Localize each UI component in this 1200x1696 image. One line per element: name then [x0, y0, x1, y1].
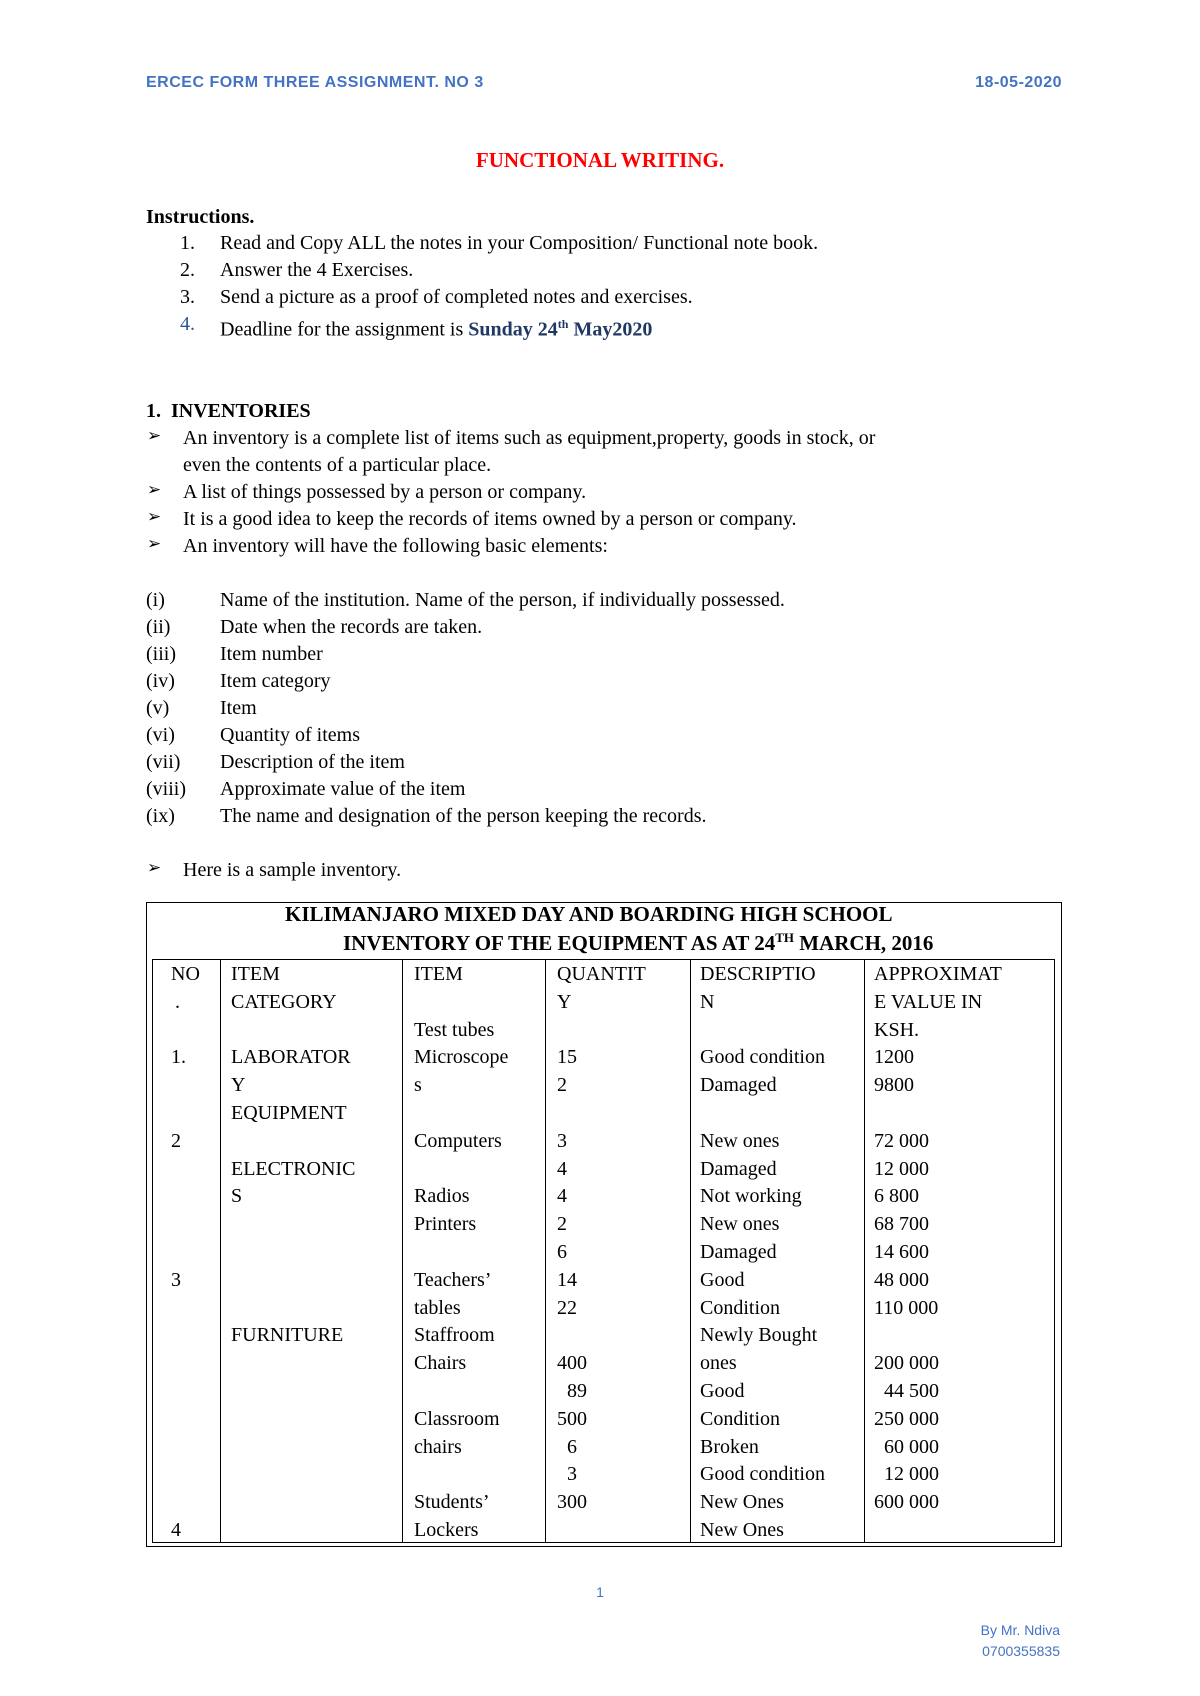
element-number: (viii) — [146, 778, 186, 800]
value-cell: 14 600 — [874, 1241, 929, 1263]
value-cell: 72 000 — [874, 1129, 929, 1152]
header-date: 18-05-2020 — [975, 74, 1062, 91]
column-header-item: ITEM — [414, 963, 463, 985]
arrow-bullet-icon: ➢ — [147, 507, 162, 527]
item-name-cell: Computers — [414, 1129, 502, 1152]
element-text: Item number — [220, 643, 323, 665]
section-heading — [146, 398, 311, 424]
element-number: (i) — [146, 589, 165, 611]
quantity-cell: 2 — [557, 1074, 567, 1097]
description-cell: Damaged — [700, 1157, 777, 1180]
column-header-description: N — [700, 991, 715, 1013]
value-cell: 1200 — [874, 1046, 914, 1069]
column-header-no: . — [175, 991, 180, 1013]
instruction-number: 3. — [180, 286, 195, 308]
bullet-text: An inventory is a complete list of items such as equipment,property, goods in stock, or — [183, 427, 876, 449]
description-cell: Good condition — [700, 1463, 825, 1486]
item-name-cell: Staffroom — [414, 1324, 495, 1347]
value-cell: 250 000 — [874, 1407, 939, 1430]
element-text: Quantity of items — [220, 724, 360, 746]
column-header-category: ITEM — [231, 963, 280, 985]
deadline-date: Sunday 24 — [468, 318, 558, 341]
quantity-cell: 400 — [557, 1352, 587, 1375]
column-header-value: KSH. — [874, 1019, 920, 1041]
quantity-cell: 4 — [557, 1185, 567, 1208]
element-text: Name of the institution. Name of the person, if individually possessed. — [220, 589, 785, 611]
quantity-cell: 6 — [567, 1435, 577, 1458]
item-number-cell: 3 — [171, 1268, 181, 1291]
column-header-quantity: QUANTIT — [557, 963, 646, 985]
instruction-text: Send a picture as a proof of completed notes and exercises. — [220, 286, 693, 308]
item-category-cell: ELECTRONIC — [231, 1157, 356, 1180]
header-assignment-title: ERCEC FORM THREE ASSIGNMENT. NO 3 — [146, 74, 484, 91]
value-cell: 9800 — [874, 1074, 914, 1097]
bullet-text: A list of things possessed by a person or company. — [183, 481, 587, 503]
description-cell: New Ones — [700, 1491, 784, 1514]
bullet-text: It is a good idea to keep the records of items owned by a person or company. — [183, 508, 797, 530]
inventory-subtitle-date: MARCH, 2016 — [794, 931, 934, 955]
page-number: 1 — [596, 1584, 604, 1600]
inventory-subtitle-text: INVENTORY OF THE EQUIPMENT AS AT 24 — [343, 931, 776, 955]
column-divider — [402, 959, 403, 1543]
value-cell: 60 000 — [884, 1435, 939, 1458]
deadline-prefix: Deadline for the assignment is — [220, 318, 469, 341]
item-name-cell: tables — [414, 1296, 461, 1319]
column-header-value: E VALUE IN — [874, 991, 983, 1013]
quantity-cell: 89 — [567, 1380, 587, 1402]
description-cell: Good condition — [700, 1046, 825, 1069]
item-name-cell: Students’ — [414, 1491, 490, 1514]
element-text: The name and designation of the person keeping the records. — [220, 805, 707, 827]
quantity-cell: 4 — [557, 1157, 567, 1180]
instruction-text: Answer the 4 Exercises. — [220, 259, 414, 281]
item-name-cell: Radios — [414, 1185, 470, 1208]
instructions-heading: Instructions. — [146, 206, 255, 228]
item-category-cell: LABORATOR — [231, 1046, 351, 1069]
inventory-subtitle-suffix: TH — [775, 930, 794, 945]
element-number: (vi) — [146, 724, 175, 746]
item-category-cell: S — [231, 1185, 243, 1208]
value-cell: 600 000 — [874, 1491, 939, 1514]
description-cell: Good — [700, 1380, 745, 1402]
element-text: Approximate value of the item — [220, 778, 466, 800]
description-cell: ones — [700, 1352, 737, 1375]
column-header-description: DESCRIPTIO — [700, 963, 816, 985]
description-cell: Broken — [700, 1435, 759, 1458]
page-title: FUNCTIONAL WRITING. — [475, 148, 725, 172]
section-number: 1. — [146, 400, 161, 422]
description-cell: New Ones — [700, 1519, 784, 1541]
quantity-cell: 500 — [557, 1407, 587, 1430]
quantity-cell: 14 — [557, 1268, 577, 1291]
instruction-number: 1. — [180, 232, 195, 254]
column-divider — [690, 959, 691, 1543]
deadline-date-suffix: th — [557, 317, 569, 331]
value-cell: 44 500 — [884, 1380, 939, 1402]
column-header-no: NO — [171, 963, 200, 985]
element-number: (vii) — [146, 751, 181, 773]
column-divider — [545, 959, 546, 1543]
description-cell: Condition — [700, 1407, 781, 1430]
description-cell: Condition — [700, 1296, 781, 1319]
arrow-bullet-icon: ➢ — [147, 480, 162, 500]
item-name-cell: Chairs — [414, 1352, 467, 1375]
inventory-school-name: KILIMANJARO MIXED DAY AND BOARDING HIGH SCHOOL — [285, 902, 893, 926]
value-cell: 12 000 — [884, 1463, 939, 1486]
quantity-cell: 3 — [567, 1463, 577, 1486]
value-cell: 48 000 — [874, 1268, 929, 1291]
element-text: Description of the item — [220, 751, 405, 773]
item-name-cell: chairs — [414, 1435, 462, 1458]
arrow-bullet-icon: ➢ — [147, 426, 162, 446]
item-name-cell: Test tubes — [414, 1018, 495, 1041]
arrow-bullet-icon: ➢ — [147, 534, 162, 554]
item-category-cell: FURNITURE — [231, 1324, 344, 1347]
element-number: (iii) — [146, 643, 176, 665]
instruction-number: 4. — [180, 313, 195, 335]
item-name-cell: s — [414, 1074, 422, 1097]
description-cell: Damaged — [700, 1241, 777, 1263]
quantity-cell: 3 — [557, 1129, 567, 1152]
quantity-cell: 15 — [557, 1046, 577, 1069]
sample-inventory-intro: Here is a sample inventory. — [183, 859, 402, 881]
description-cell: Damaged — [700, 1074, 777, 1097]
footer-author: By Mr. Ndiva — [980, 1622, 1060, 1638]
section-title: INVENTORIES — [171, 400, 311, 422]
element-text: Date when the records are taken. — [220, 616, 483, 638]
item-name-cell: Printers — [414, 1213, 477, 1236]
item-category-cell: Y — [231, 1074, 246, 1097]
deadline-text — [220, 311, 652, 343]
description-cell: New ones — [700, 1213, 780, 1236]
bullet-text: An inventory will have the following basic elements: — [183, 535, 608, 557]
description-cell: Good — [700, 1268, 745, 1291]
item-number-cell: 1. — [171, 1046, 186, 1069]
item-name-cell: Microscope — [414, 1046, 509, 1069]
column-header-value: APPROXIMAT — [874, 963, 1002, 985]
value-cell: 110 000 — [874, 1296, 939, 1319]
quantity-cell: 6 — [557, 1241, 567, 1263]
description-cell: New ones — [700, 1129, 780, 1152]
arrow-bullet-icon: ➢ — [147, 858, 162, 878]
inventory-subtitle — [343, 930, 933, 956]
element-number: (v) — [146, 697, 170, 719]
element-number: (iv) — [146, 670, 175, 692]
instruction-number: 2. — [180, 259, 195, 281]
description-cell: Newly Bought — [700, 1324, 818, 1347]
item-name-cell: Classroom — [414, 1407, 500, 1430]
deadline-month: May2020 — [568, 318, 653, 341]
element-number: (ii) — [146, 616, 171, 638]
quantity-cell: 300 — [557, 1491, 587, 1514]
item-name-cell: Teachers’ — [414, 1268, 492, 1291]
item-name-cell: Lockers — [414, 1519, 479, 1541]
instruction-text: Read and Copy ALL the notes in your Composition/ Functional note book. — [220, 232, 819, 254]
quantity-cell: 2 — [557, 1213, 567, 1236]
column-header-category: CATEGORY — [231, 991, 337, 1013]
value-cell: 12 000 — [874, 1157, 929, 1180]
column-divider — [220, 959, 221, 1543]
value-cell: 68 700 — [874, 1213, 929, 1236]
description-cell: Not working — [700, 1185, 802, 1208]
quantity-cell: 22 — [557, 1296, 577, 1319]
column-divider — [864, 959, 865, 1543]
column-header-quantity: Y — [557, 991, 572, 1013]
value-cell: 6 800 — [874, 1185, 919, 1208]
element-number: (ix) — [146, 805, 175, 827]
bullet-text-continued: even the contents of a particular place. — [183, 454, 492, 476]
element-text: Item category — [220, 670, 331, 692]
footer-phone: 0700355835 — [982, 1643, 1060, 1659]
value-cell: 200 000 — [874, 1352, 939, 1375]
item-number-cell: 2 — [171, 1129, 181, 1152]
item-number-cell: 4 — [171, 1519, 181, 1541]
element-text: Item — [220, 697, 257, 719]
item-category-cell: EQUIPMENT — [231, 1102, 347, 1124]
